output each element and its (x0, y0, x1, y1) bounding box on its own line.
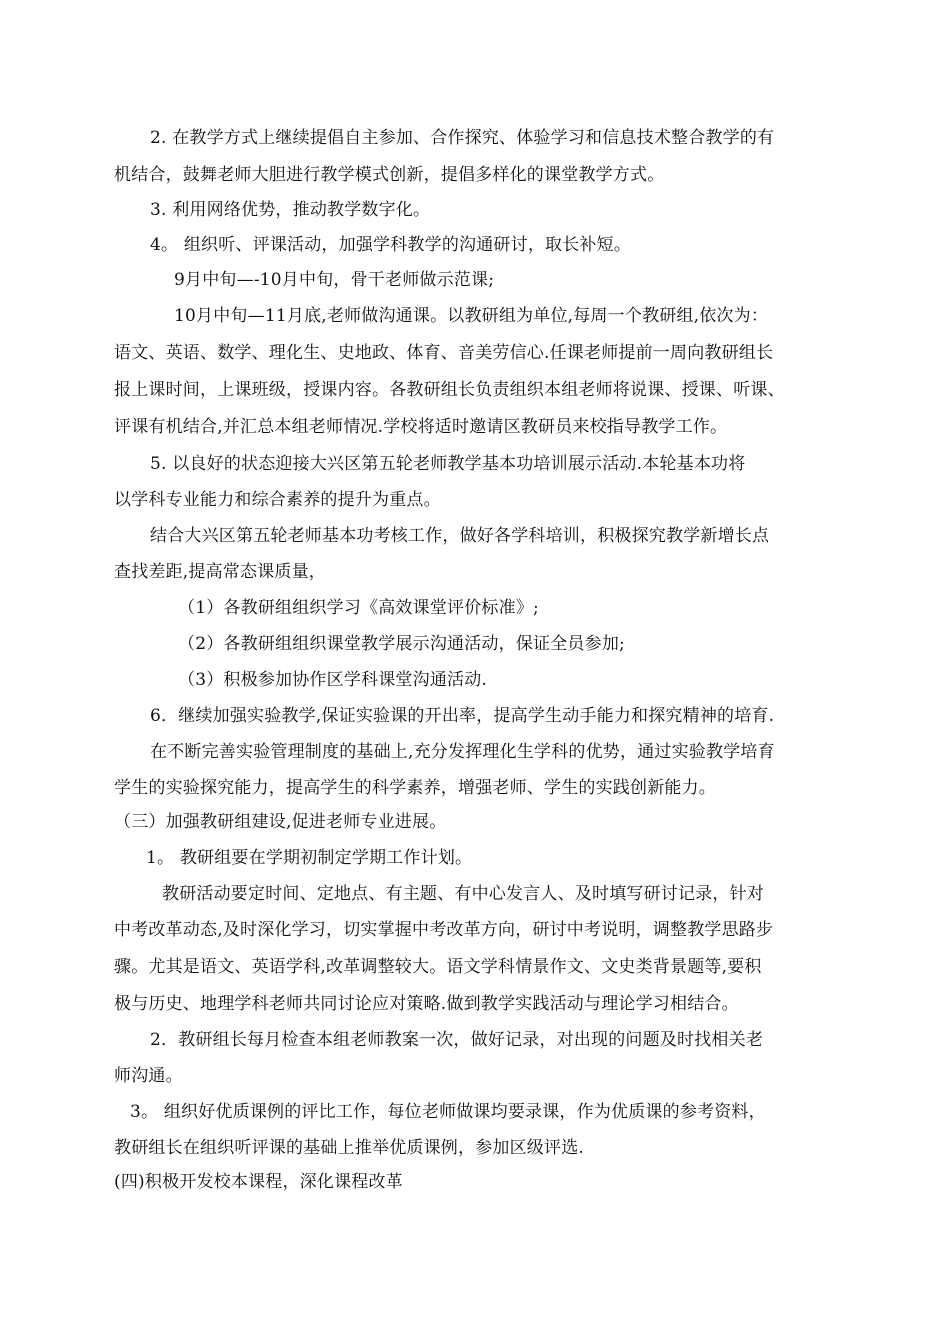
text-line: 在不断完善实验管理制度的基础上,充分发挥理化生学科的优势，通过实验教学培育 (150, 742, 775, 762)
section-heading: (四)积极开发校本课程，深化课程改革 (114, 1172, 403, 1192)
list-item: （2）各教研组组织课堂教学展示沟通活动，保证全员参加; (178, 634, 625, 654)
text-line: 结合大兴区第五轮老师基本功考核工作，做好各学科培训，积极探究教学新增长点 (150, 526, 770, 546)
text-line: 师沟通。 (114, 1066, 183, 1086)
text-line: 评课有机结合,并汇总本组老师情况.学校将适时邀请区教研员来校指导教学工作。 (114, 417, 728, 437)
text-line: 9月中旬—-10月中旬，骨干老师做示范课; (174, 270, 495, 290)
text-line: 1。 教研组要在学期初制定学期工作计划。 (146, 848, 473, 868)
text-line: 5. 以良好的状态迎接大兴区第五轮老师教学基本功培训展示活动.本轮基本功将 (150, 454, 746, 474)
text-line: 6．继续加强实验教学,保证实验课的开出率，提高学生动手能力和探究精神的培育. (150, 706, 775, 726)
text-line: 10月中旬—11月底,老师做沟通课。以教研组为单位,每周一个教研组,依次为： (174, 306, 769, 326)
text-line: 中考改革动态,及时深化学习，切实掌握中考改革方向，研讨中考说明，调整教学思路步 (114, 920, 774, 940)
text-line: 2．教研组长每月检查本组老师教案一次，做好记录，对出现的问题及时找相关老 (150, 1030, 764, 1050)
text-line: 报上课时间，上课班级，授课内容。各教研组长负责组织本组老师将说课、授课、听课、 (114, 380, 785, 400)
text-line: 骤。尤其是语文、英语学科,改革调整较大。语文学科情景作文、文史类背景题等,要积 (114, 957, 762, 977)
text-line: 极与历史、地理学科老师共同讨论应对策略.做到教学实践活动与理论学习相结合。 (114, 994, 739, 1014)
text-line: 教研组长在组织听评课的基础上推举优质课例，参加区级评选. (114, 1138, 585, 1158)
text-line: 3. 利用网络优势，推动教学数字化。 (150, 200, 431, 220)
text-line: 教研活动要定时间、定地点、有主题、有中心发言人、及时填写研讨记录，针对 (162, 884, 764, 904)
text-line: 2. 在教学方式上继续提倡自主参加、合作探究、体验学习和信息技术整合教学的有 (150, 128, 775, 148)
text-line: 机结合，鼓舞老师大胆进行教学模式创新，提倡多样化的课堂教学方式。 (114, 165, 665, 185)
text-line: 4。 组织听、评课活动，加强学科教学的沟通研讨，取长补短。 (150, 235, 632, 255)
list-item: （1）各教研组组织学习《高效课堂评价标准》; (178, 598, 539, 618)
section-heading: （三）加强教研组建设,促进老师专业进展。 (114, 812, 447, 832)
text-line: 学生的实验探究能力，提高学生的科学素养，增强老师、学生的实践创新能力。 (114, 778, 716, 798)
text-line: 查找差距,提高常态课质量， (114, 562, 327, 582)
text-line: 语文、英语、数学、理化生、史地政、体育、音美劳信心.任课老师提前一周向教研组长 (114, 343, 774, 363)
text-line: 以学科专业能力和综合素养的提升为重点。 (114, 490, 441, 510)
text-line: 3。 组织好优质课例的评比工作，每位老师做课均要录课，作为优质课的参考资料， (130, 1102, 766, 1122)
list-item: （3）积极参加协作区学科课堂沟通活动. (178, 670, 488, 690)
